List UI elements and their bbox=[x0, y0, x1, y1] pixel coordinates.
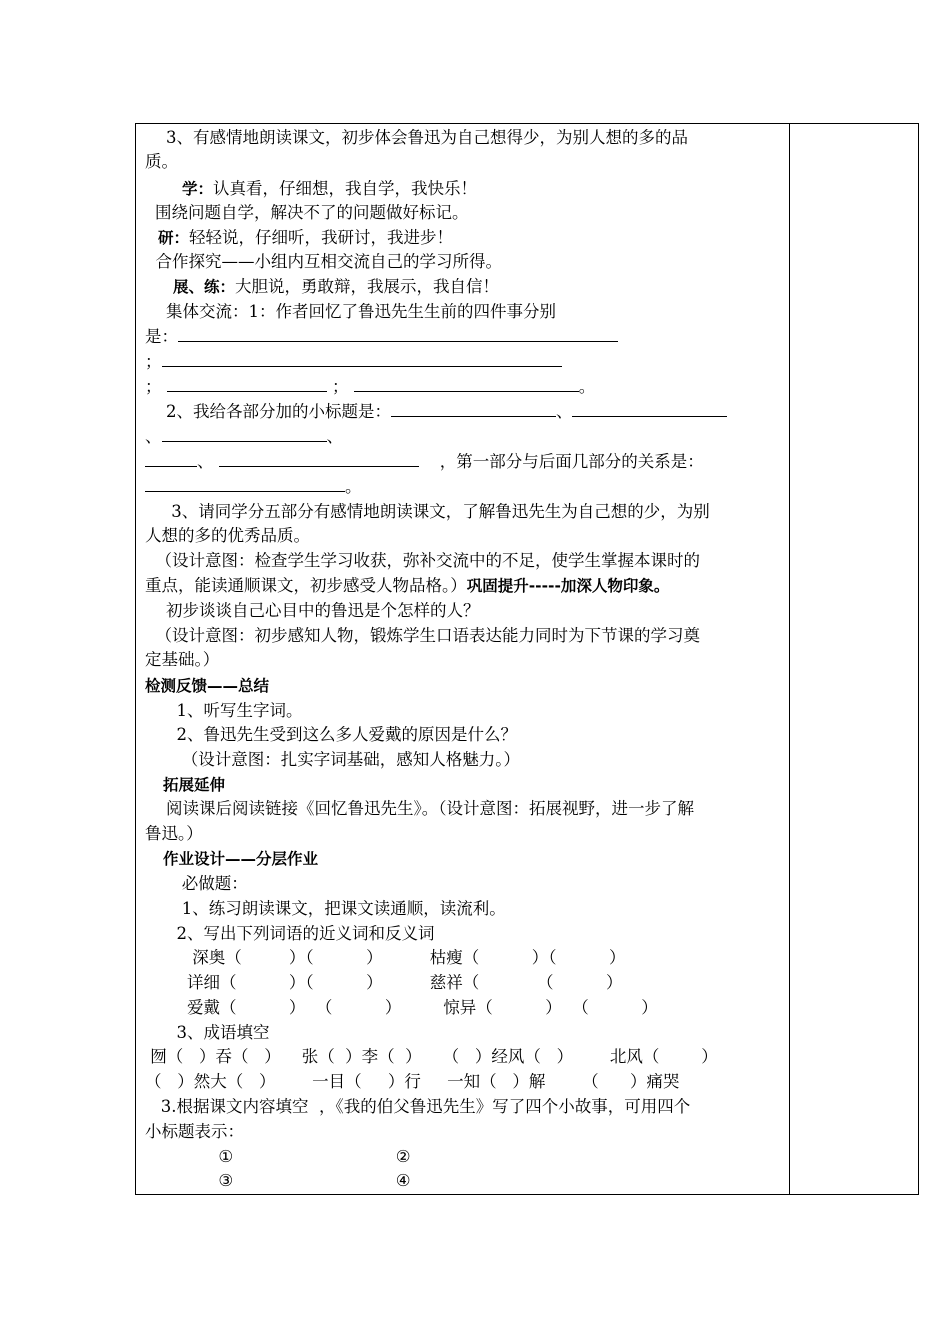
text-line: 爱戴（ ） （ ） 惊异（ ） （ ） bbox=[145, 998, 658, 1017]
text-line: ③ ④ bbox=[145, 1171, 411, 1190]
jiance-heading: 检测反馈——总结 bbox=[145, 677, 270, 695]
subtitle-line: 2、我给各部分加的小标题是： 、 bbox=[145, 400, 727, 424]
text-line: 质。 bbox=[145, 152, 178, 171]
xue-label: 学： bbox=[182, 180, 214, 198]
zhan-text: 大胆说，勇敢辩，我展示，我自信！ bbox=[235, 277, 500, 296]
subtitle-line-3: 、 ，第一部分与后面几部分的关系是： bbox=[145, 450, 704, 474]
text-line: 定基础。） bbox=[145, 650, 220, 669]
text-line: 囫（ ）吞（ ） 张（ ）李（ ） （ ）经风（ ） 北风（ ） bbox=[145, 1047, 718, 1066]
blank bbox=[178, 325, 618, 342]
blank bbox=[162, 425, 327, 442]
text-line: 3.根据课文内容填空 ，《我的伯父鲁迅先生》写了四个小故事，可用四个 bbox=[145, 1097, 691, 1116]
subtitle-line-2: 、 、 bbox=[145, 427, 343, 446]
table-column-divider bbox=[789, 123, 790, 1195]
text-line: 围绕问题自学，解决不了的问题做好标记。 bbox=[155, 203, 469, 222]
zuoye-heading: 作业设计——分层作业 bbox=[163, 850, 319, 868]
research-line bbox=[158, 226, 453, 250]
text-line: 深奥（ ）（ ） 枯瘦（ ）（ ） bbox=[145, 948, 626, 967]
text-line: 人想的多的优秀品质。 bbox=[145, 526, 310, 545]
blank bbox=[145, 475, 345, 492]
text-line: 1、练习朗读课文，把课文读通顺，读流利。 bbox=[145, 899, 506, 918]
text-line: 2、写出下列词语的近义词和反义词 bbox=[145, 924, 435, 943]
text-line: （设计意图：检查学生学习收获，弥补交流中的不足，使学生掌握本课时的 bbox=[145, 551, 700, 570]
relation-blank-line: 。 bbox=[145, 475, 362, 499]
text-line: 2、鲁迅先生受到这么多人爱戴的原因是什么？ bbox=[145, 725, 517, 744]
text-line: （设计意图：初步感知人物，锻炼学生口语表达能力同时为下节课的学习奠 bbox=[145, 626, 700, 645]
text-line: 1、听写生字词。 bbox=[145, 701, 303, 720]
self-study-line bbox=[182, 177, 477, 201]
text-line: ① ② bbox=[145, 1147, 411, 1166]
text-line: 必做题： bbox=[145, 874, 248, 893]
text-line: 3、有感情地朗读课文，初步体会鲁迅为自己想得少，为别人想的多的品 bbox=[145, 128, 688, 147]
text-line: 鲁迅。） bbox=[145, 824, 203, 843]
blank bbox=[167, 375, 327, 392]
text-line: （ ）然大（ ） 一目（ ）行 一知（ ）解 （ ）痛哭 bbox=[145, 1072, 680, 1091]
text-line: （设计意图：扎实字词基础，感知人格魅力。） bbox=[145, 750, 520, 769]
text-line: 小标题表示： bbox=[145, 1122, 244, 1141]
text-line: 详细（ ）（ ） 慈祥（ （ ） bbox=[145, 973, 623, 992]
text-line: 合作探究——小组内互相交流自己的学习所得。 bbox=[145, 252, 502, 271]
blank bbox=[391, 400, 556, 417]
text-line: 集体交流：1：作者回忆了鲁迅先生生前的四件事分别 bbox=[145, 302, 556, 321]
text-line: 阅读课后阅读链接《回忆鲁迅先生》。（设计意图：拓展视野，进一步了解 bbox=[145, 799, 694, 818]
xue-text: 认真看，仔细想，我自学，我快乐！ bbox=[213, 179, 478, 198]
blank bbox=[572, 400, 727, 417]
blank bbox=[219, 450, 419, 467]
zhan-label: 展、练： bbox=[173, 278, 236, 296]
blank-line-3: ； ； 。 bbox=[145, 377, 596, 396]
blank-line-1: 是： bbox=[145, 325, 618, 349]
blank-line-2: ； bbox=[145, 350, 562, 374]
show-practice-line bbox=[173, 275, 499, 299]
design-intent-line: 重点，能读通顺课文，初步感受人物品格。）巩固提升-----加深人物印象。 bbox=[145, 576, 670, 595]
yan-text: 轻轻说，仔细听，我研讨，我进步！ bbox=[189, 228, 454, 247]
text-line: 初步谈谈自己心目中的鲁迅是个怎样的人？ bbox=[145, 601, 480, 620]
blank bbox=[145, 450, 197, 467]
tuozhan-heading: 拓展延伸 bbox=[163, 776, 226, 794]
text-line: 3、请同学分五部分有感情地朗读课文，了解鲁迅先生为自己想的少，为别 bbox=[145, 502, 710, 521]
text-line: 3、成语填空 bbox=[145, 1023, 270, 1042]
blank bbox=[354, 375, 579, 392]
yan-label: 研： bbox=[158, 229, 190, 247]
blank bbox=[162, 350, 562, 367]
gonggu-heading: 巩固提升-----加深人物印象。 bbox=[466, 577, 670, 595]
